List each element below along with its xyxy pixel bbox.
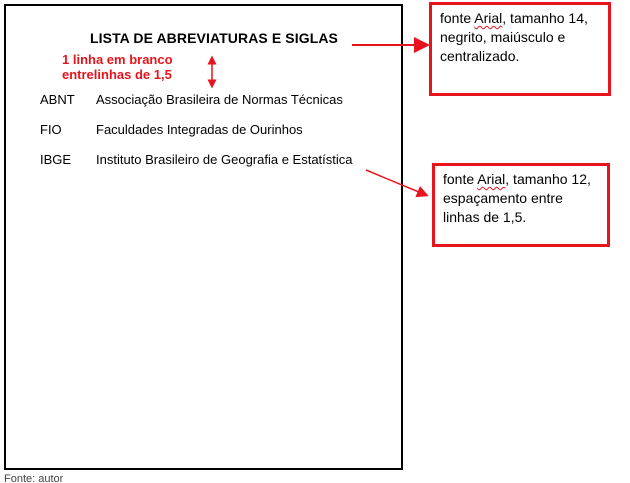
abbreviation-row-abnt: [40, 92, 343, 107]
blank-line-note-line-1: 1 linha em branco: [62, 52, 173, 67]
callout-rest: , tamanho 12, espaçamento entre linhas de 1,5.: [443, 171, 591, 225]
abbreviation-acronym: ABNT: [40, 92, 75, 107]
callout-font-word: Arial: [474, 10, 503, 26]
blank-line-note-line-2: entrelinhas de 1,5: [62, 67, 172, 82]
abbreviation-acronym: IBGE: [40, 152, 72, 167]
callout-font-word: Arial: [477, 171, 506, 187]
abbreviation-row-ibge: [40, 152, 353, 167]
source-caption: Fonte: autor: [4, 473, 64, 483]
callout-prefix: fonte: [440, 10, 475, 26]
abbreviation-description: Faculdades Integradas de Ourinhos: [96, 122, 303, 137]
body-format-callout: [432, 163, 610, 247]
callout-rest: , tamanho 14, negrito, maiúsculo e centralizado.: [440, 10, 588, 64]
blank-line-note: [62, 52, 173, 82]
title-format-callout: [429, 2, 611, 96]
abbreviation-description: Associação Brasileira de Normas Técnicas: [96, 92, 343, 107]
page-title: LISTA DE ABREVIATURAS E SIGLAS: [89, 30, 338, 46]
abbreviation-description: Instituto Brasileiro de Geografia e Estatística: [96, 152, 353, 167]
abbreviation-acronym: FIO: [40, 122, 62, 137]
abbreviation-row-fio: [40, 122, 303, 137]
callout-prefix: fonte: [443, 171, 478, 187]
